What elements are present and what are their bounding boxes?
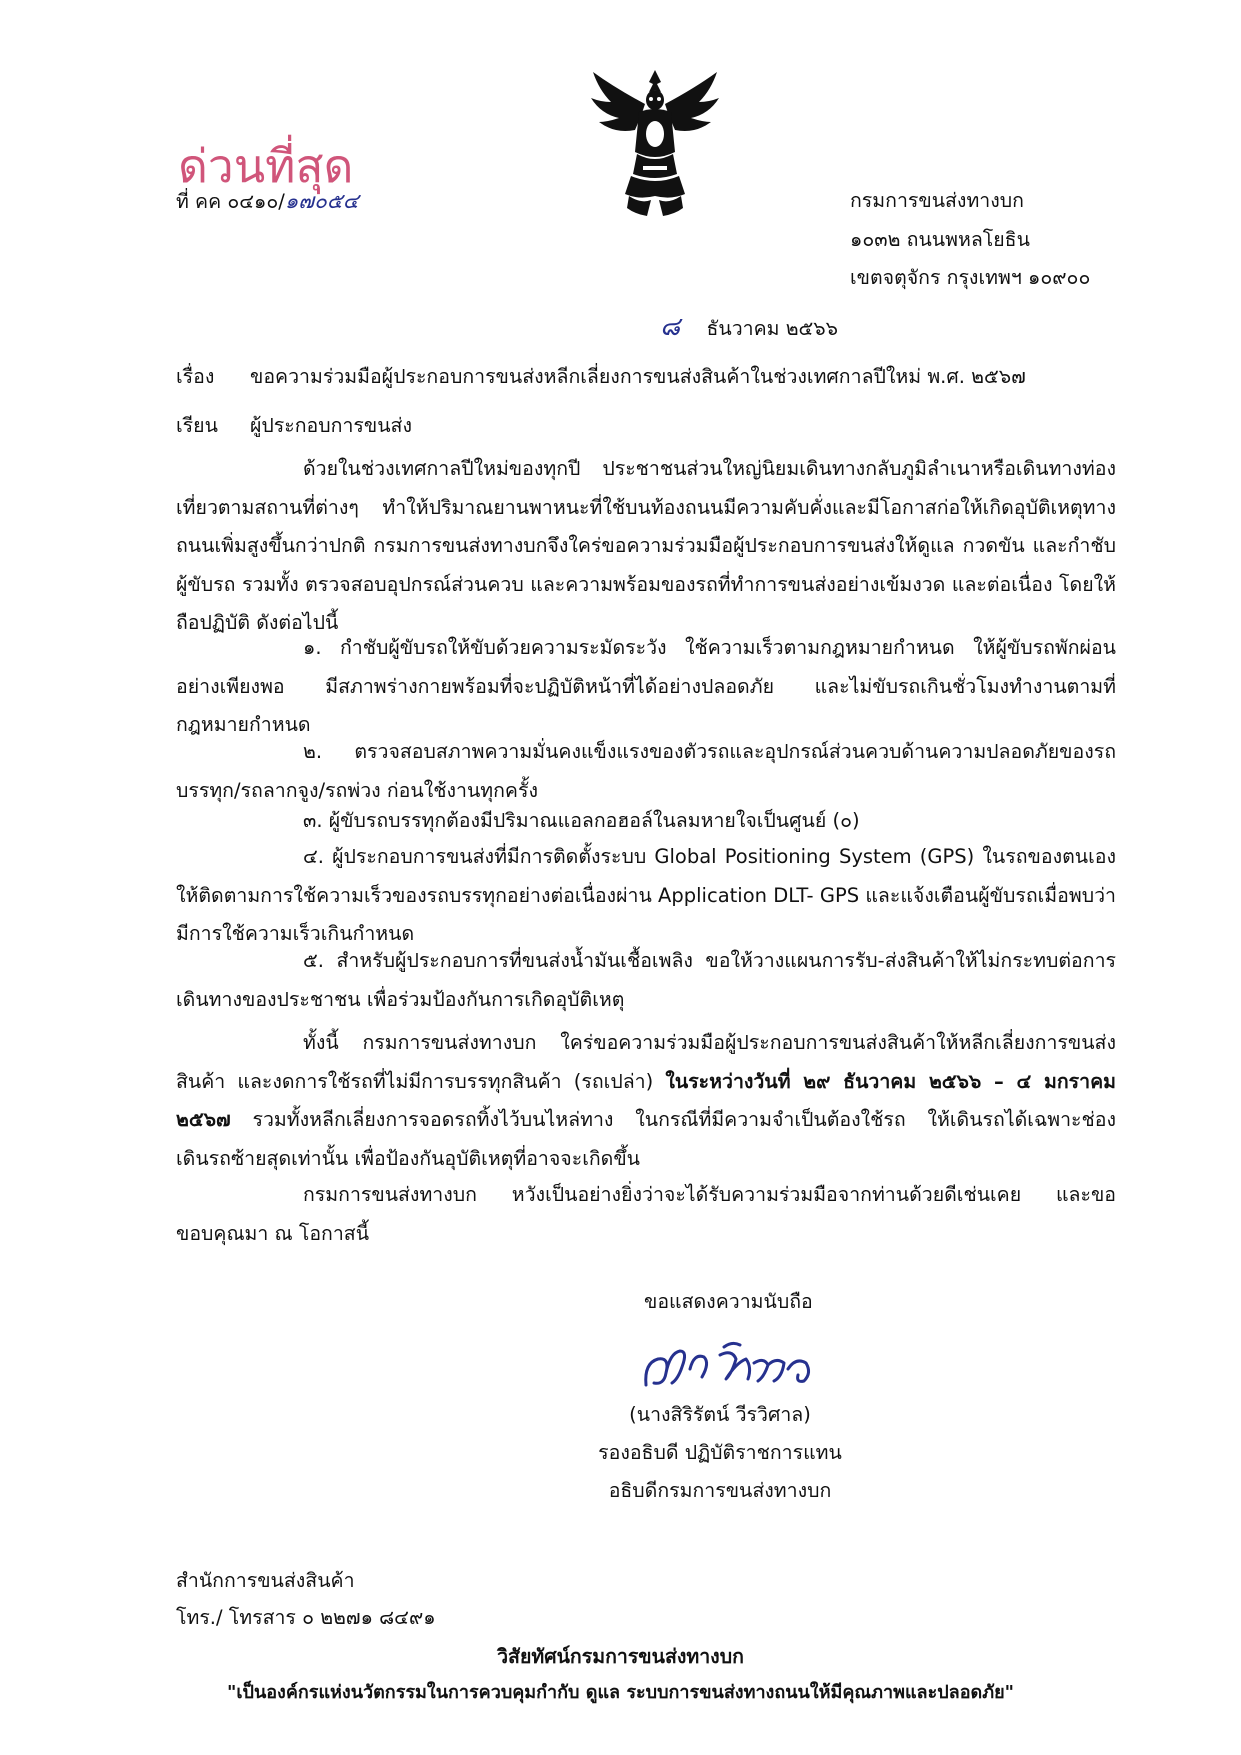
list-item-3-text: ๓. ผู้ขับรถบรรทุกต้องมีปริมาณแอลกอฮอล์ในลมหายใจเป็นศูนย์ (๐) <box>303 809 860 832</box>
contact-office: สำนักการขนส่งสินค้า <box>176 1569 355 1592</box>
intro-text: ด้วยในช่วงเทศกาลปีใหม่ของทุกปี ประชาชนส่วนใหญ่นิยมเดินทางกลับภูมิลำเนาหรือเดินทางท่องเที่ยวตามสถานที่ต่างๆ ทำให้ปริมาณยานพาหนะที่ใช้บนท้องถนนมีความคับคั่งและมีโอกาสก่อให้เกิดอุบัติเหตุทางถนนเพิ่มสูงขึ้นกว่าปกติ กรมการขนส่งทางบกจึงใคร่ขอความร่วมมือผู้ประกอบการขนส่งให้ดูแล กวดขัน และกำชับผู้ขับรถ รวมทั้ง ตรวจสอบอุปกรณ์ส่วนควบ และความพร้อมของรถที่ทำการขนส่งอย่างเข้มงวด และต่อเนื่อง โดยให้ถือปฏิบัติ ดังต่อไปนี้ <box>176 457 1116 634</box>
handwritten-signature <box>636 1333 836 1403</box>
list-item-4 <box>176 838 1116 954</box>
request-date-range: ในระหว่างวันที่ ๒๙ ธันวาคม ๒๕๖๖ – ๔ มกราคม ๒๕๖๗ <box>176 1069 1117 1131</box>
intro-paragraph <box>176 450 1116 643</box>
garuda-emblem <box>585 68 725 218</box>
signatory-name: (นางสิริรัตน์ วีรวิศาล) <box>629 1403 811 1426</box>
signatory-position: รองอธิบดี ปฏิบัติราชการแทน <box>598 1441 842 1464</box>
closing-paragraph <box>176 1176 1116 1253</box>
sender-address-line-1: กรมการขนส่งทางบก <box>850 189 1024 212</box>
urgency-stamp: ด่วนที่สุด <box>178 139 354 193</box>
recipient-label: เรียน <box>176 414 218 437</box>
list-item-5 <box>176 942 1116 1019</box>
letter-date <box>660 314 838 342</box>
subject-label: เรื่อง <box>176 365 215 388</box>
sender-address-line-2: ๑๐๓๒ ถนนพหลโยธิน <box>850 228 1030 251</box>
list-item-1-text: ๑. กำชับผู้ขับรถให้ขับด้วยความระมัดระวัง ใช้ความเร็วตามกฎหมายกำหนด ให้ผู้ขับรถพักผ่อนอย่างเพียงพอ มีสภาพร่างกายพร้อมที่จะปฏิบัติหน้าที่ได้อย่างปลอดภัย และไม่ขับรถเกินชั่วโมงทำงานตามที่กฎหมายกำหนด <box>176 636 1116 736</box>
list-item-1 <box>176 629 1116 745</box>
list-item-3 <box>176 802 1116 841</box>
list-item-4-text: ๔. ผู้ประกอบการขนส่งที่มีการติดตั้งระบบ Global Positioning System (GPS) ในรถของตนเอง ให้ติดตามการใช้ความเร็วของรถบรรทุกอย่างต่อเนื่องผ่าน Application DLT- GPS และแจ้งเตือนผู้ขับรถเมื่อพบว่ามีการใช้ความเร็วเกินกำหนด <box>176 845 1116 945</box>
closing-text: กรมการขนส่งทางบก หวังเป็นอย่างยิ่งว่าจะได้รับความร่วมมือจากท่านด้วยดีเช่นเคย และขอขอบคุณมา ณ โอกาสนี้ <box>176 1183 1116 1245</box>
contact-phone: โทร./ โทรสาร ๐ ๒๒๗๑ ๘๔๙๑ <box>176 1606 436 1629</box>
request-paragraph <box>176 1024 1116 1178</box>
list-item-5-text: ๕. สำหรับผู้ประกอบการที่ขนส่งน้ำมันเชื้อเพลิง ขอให้วางแผนการรับ-ส่งสินค้าให้ไม่กระทบต่อการเดินทางของประชาชน เพื่อร่วมป้องกันการเกิดอุบัติเหตุ <box>176 949 1116 1011</box>
reference-handwritten-number: ๑๗๐๕๔ <box>284 189 359 213</box>
recipient-text: ผู้ประกอบการขนส่ง <box>250 414 412 437</box>
reference-prefix: ที่ คค ๐๔๑๐/ <box>176 190 285 213</box>
sender-address-line-3: เขตจตุจักร กรุงเทพฯ ๑๐๙๐๐ <box>850 266 1091 289</box>
reference-number <box>176 188 359 215</box>
list-item-2 <box>176 733 1116 810</box>
subject-text: ขอความร่วมมือผู้ประกอบการขนส่งหลีกเลี่ยงการขนส่งสินค้าในช่วงเทศกาลปีใหม่ พ.ศ. ๒๕๖๗ <box>250 365 1026 388</box>
request-text-part-2: รวมทั้งหลีกเลี่ยงการจอดรถทิ้งไว้บนไหล่ทาง ในกรณีที่มีความจำเป็นต้องใช้รถ ให้เดินรถได้เฉพาะช่องเดินรถซ้ายสุดเท่านั้น เพื่อป้องกันอุบัติเหตุที่อาจจะเกิดขึ้น <box>176 1108 1116 1170</box>
date-month-year: ธันวาคม ๒๕๖๖ <box>706 317 839 340</box>
salutation: ขอแสดงความนับถือ <box>644 1290 813 1313</box>
request-text-part-1: ทั้งนี้ กรมการขนส่งทางบก ใคร่ขอความร่วมมือผู้ประกอบการขนส่งสินค้าให้หลีกเลี่ยงการขนส่งสินค้า และงดการใช้รถที่ไม่มีการบรรทุกสินค้า (รถเปล่า) <box>176 1031 1116 1093</box>
vision-text: "เป็นองค์กรแห่งนวัตกรรมในการควบคุมกำกับ ดูแล ระบบการขนส่งทางถนนให้มีคุณภาพและปลอดภัย" <box>226 1682 1015 1703</box>
handwritten-day: ๘ <box>660 312 681 342</box>
signatory-office: อธิบดีกรมการขนส่งทางบก <box>608 1479 832 1502</box>
vision-title: วิสัยทัศน์กรมการขนส่งทางบก <box>497 1645 744 1668</box>
list-item-2-text: ๒. ตรวจสอบสภาพความมั่นคงแข็งแรงของตัวรถและอุปกรณ์ส่วนควบด้านความปลอดภัยของรถบรรทุก/รถลากจูง/รถพ่วง ก่อนใช้งานทุกครั้ง <box>176 740 1116 802</box>
